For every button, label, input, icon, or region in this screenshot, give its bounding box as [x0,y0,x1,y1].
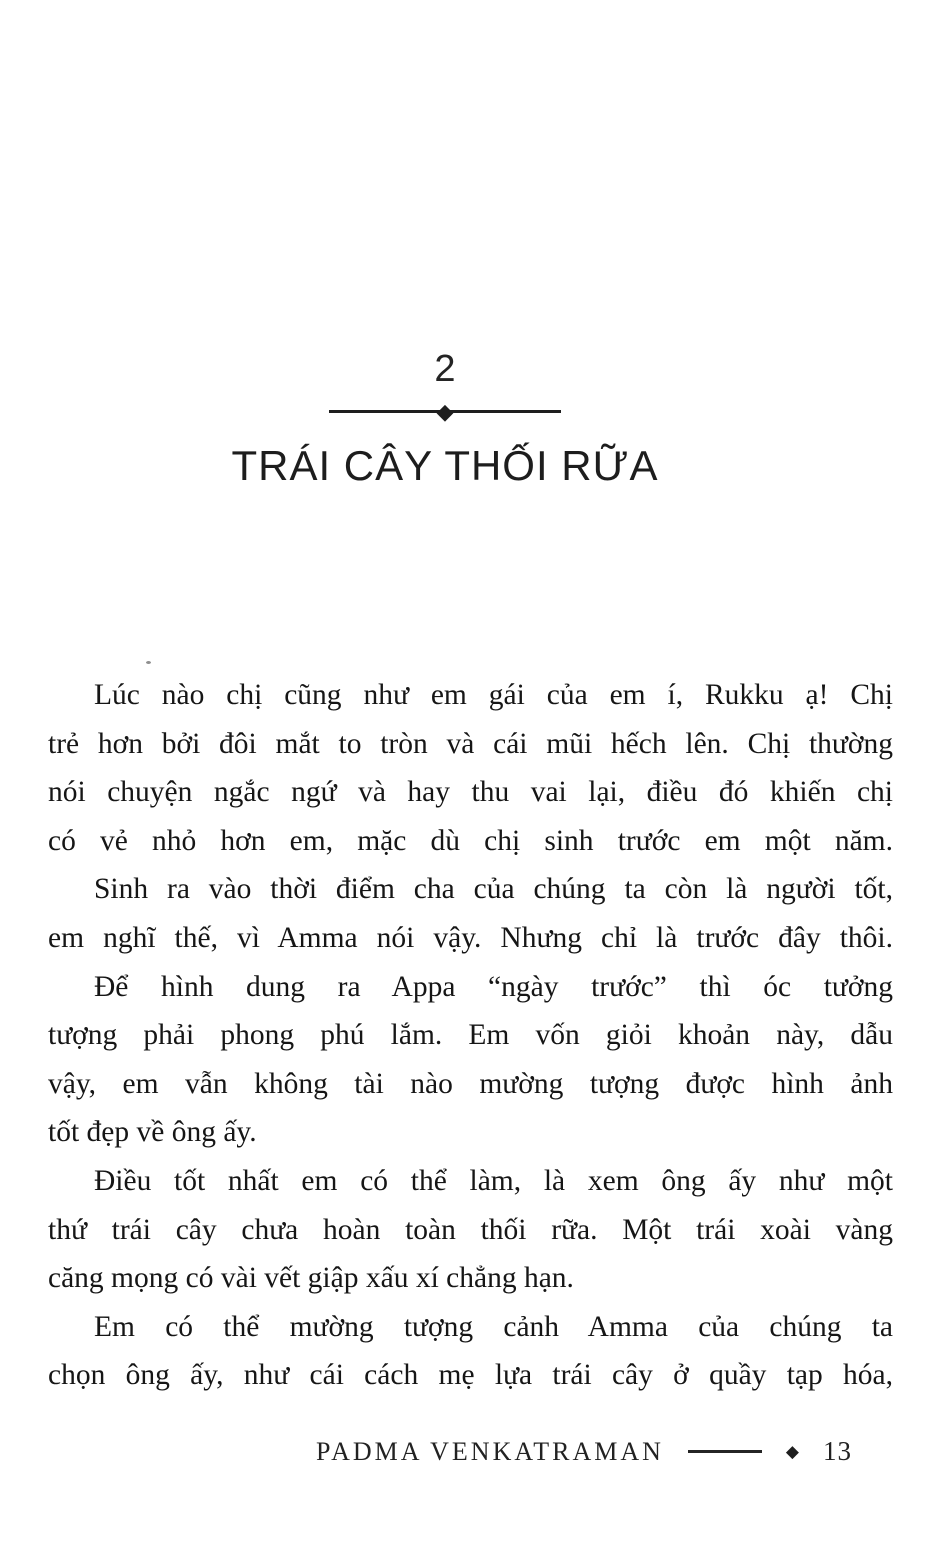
text-line: có vẻ nhỏ hơn em, mặc dù chị sinh trước em một năm. [48,824,893,857]
page-footer [316,1436,852,1467]
text-line: căng mọng có vài vết giập xấu xí chẳng hạn. [48,1262,574,1295]
text-line: vậy, em vẫn không tài nào mường tượng được hình ảnh [48,1067,893,1100]
text-line: tượng phải phong phú lắm. Em vốn giỏi khoản này, dẫu [48,1019,893,1052]
text-line: trẻ hơn bởi đôi mắt to tròn và cái mũi hếch lên. Chị thường [48,727,893,760]
scan-artifact [146,661,151,664]
text-line: Điều tốt nhất em có thể làm, là xem ông ấy như một [94,1164,893,1197]
chapter-divider [329,398,561,424]
text-line: Sinh ra vào thời điểm cha của chúng ta còn là người tốt, [94,873,893,906]
text-line: chọn ông ấy, như cái cách mẹ lựa trái cây ở quầy tạp hóa, [48,1359,893,1392]
diamond-icon: ◆ [785,1442,799,1461]
text-line: em nghĩ thế, vì Amma nói vậy. Nhưng chỉ là trước đây thôi. [48,921,893,954]
chapter-number: 2 [434,348,456,390]
text-line: tốt đẹp về ông ấy. [48,1116,257,1149]
text-line: nói chuyện ngắc ngứ và hay thu vai lại, điều đó khiến chị [48,776,893,809]
text-line: Để hình dung ra Appa “ngày trước” thì óc tưởng [94,970,893,1003]
text-line: thứ trái cây chưa hoàn toàn thối rữa. Một trái xoài vàng [48,1213,893,1246]
chapter-title: TRÁI CÂY THỐI RỮA [231,442,659,489]
body-text [48,671,893,1400]
diamond-icon: ◆ [436,398,454,424]
text-line: Em có thể mường tượng cảnh Amma của chúng ta [94,1310,893,1343]
page-number: 13 [823,1436,852,1466]
text-line: Lúc nào chị cũng như em gái của em í, Rukku ạ! Chị [94,679,893,711]
footer-rule [688,1450,762,1453]
chapter-heading [0,350,890,489]
author-name: PADMA VENKATRAMAN [316,1436,664,1466]
